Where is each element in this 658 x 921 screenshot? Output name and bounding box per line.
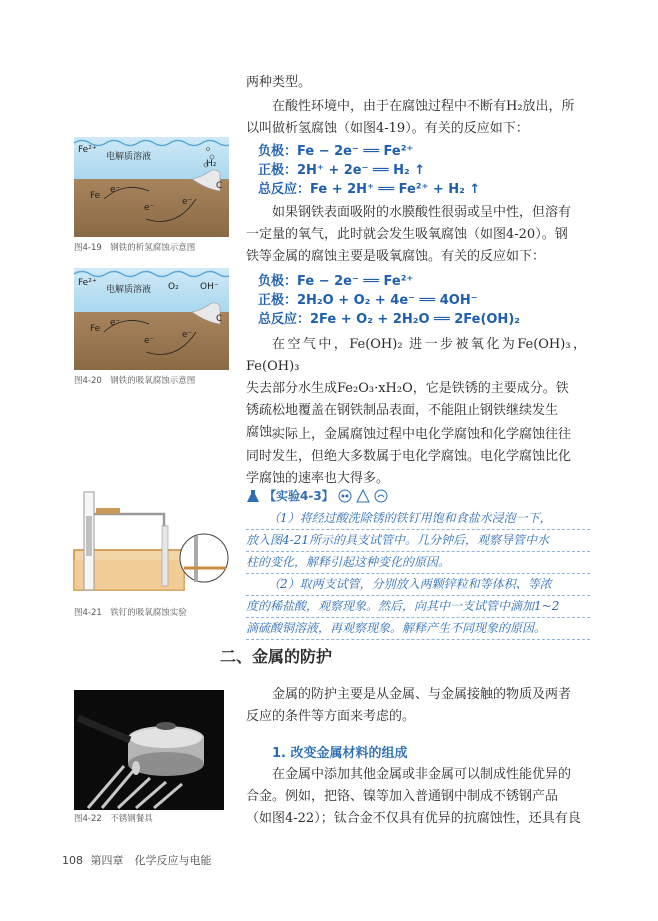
electron-label: e⁻: [182, 197, 193, 207]
text-line: 铁等金属的腐蚀主要是吸氧腐蚀。有关的反应如下：: [246, 249, 546, 264]
text-line: 在酸性环境中，由于在腐蚀过程中不断有H₂放出，所: [272, 99, 575, 114]
electron-label: e⁻: [144, 336, 155, 346]
equation-anode: 负极：Fe − 2e⁻ ══ Fe²⁺: [258, 144, 414, 159]
text-line: 失去部分水生成Fe₂O₃·xH₂O，它是铁锈的主要成分。铁: [246, 381, 569, 396]
text-line: 以叫做析氢腐蚀（如图4-19）。有关的反应如下：: [246, 121, 529, 136]
experiment-apparatus-illustration: [70, 486, 230, 596]
experiment-line: （2）取两支试管，分别放入两颗锌粒和等体积、等浓: [246, 574, 590, 596]
electron-label: e⁻: [110, 318, 121, 328]
water-waves: [74, 137, 229, 237]
figure-4-22: [74, 690, 224, 810]
experiment-line: 柱的变化，解释引起这种变化的原因。: [246, 552, 590, 574]
figure-4-19: [74, 137, 229, 237]
chapter-title: 第四章 化学反应与电能: [90, 854, 212, 867]
carbon-label: C: [216, 314, 223, 324]
equation-cathode: 正极：2H₂O + O₂ + 4e⁻ ══ 4OH⁻: [258, 293, 478, 308]
fe2-ion-label: Fe²⁺: [78, 278, 97, 288]
paragraph-summary: [246, 424, 586, 490]
experiment-line: 放入图4-21所示的具支试管中。几分钟后，观察导管中水: [246, 530, 590, 552]
equations-hydrogen: [258, 142, 480, 199]
paragraph: 两种类型。: [246, 75, 312, 90]
page-number: 108: [62, 854, 83, 867]
text-line: 在空气中，Fe(OH)₂ 进一步被氧化为Fe(OH)₃，Fe(OH)₃: [246, 337, 586, 374]
text-line: 实际上，金属腐蚀过程中电化学腐蚀和化学腐蚀往往: [272, 427, 572, 442]
equation-anode: 负极：Fe − 2e⁻ ══ Fe²⁺: [258, 274, 414, 289]
electron-label: e⁻: [110, 185, 121, 195]
electron-label: e⁻: [144, 203, 155, 213]
figure-caption: 图4-22 不锈钢餐具: [74, 814, 153, 824]
equations-oxygen: [258, 272, 520, 329]
figure-4-20: [74, 268, 229, 370]
carbon-label: C: [216, 181, 223, 191]
figure-caption: 图4-20 钢铁的吸氧腐蚀示意图: [74, 376, 196, 386]
text-line: 如果钢铁表面吸附的水膜酸性很弱或呈中性，但溶有: [272, 205, 572, 220]
h2-label: H₂: [206, 159, 217, 169]
hazard-icon: [356, 488, 370, 502]
text-line: 合金。例如，把铬、镍等加入普通钢中制成不锈钢产品: [246, 789, 559, 804]
oh-label: OH⁻: [200, 282, 219, 292]
paragraph-neutral: [246, 202, 586, 268]
experiment-title: 【实验4-3】: [264, 488, 334, 503]
text-line: 腐蚀。: [246, 425, 286, 440]
text-line: 锈疏松地覆盖在钢铁制品表面，不能阻止钢铁继续发生: [246, 403, 559, 418]
page-footer: [62, 852, 212, 868]
experiment-line: （1）将经过酸洗除锈的铁钉用饱和食盐水浸泡一下，: [246, 508, 590, 530]
solution-label: 电解质溶液: [106, 285, 152, 295]
text-line: 学腐蚀的速率也大得多。: [246, 471, 390, 486]
section-title: 二、金属的防护: [220, 647, 333, 666]
experiment-header: [246, 484, 590, 506]
text-line: 同时发生，但绝大多数属于电化学腐蚀。电化学腐蚀比化: [246, 449, 572, 464]
solution-label: 电解质溶液: [106, 152, 152, 162]
electron-label: e⁻: [182, 330, 193, 340]
experiment-box: [246, 484, 590, 640]
wash-hands-icon: [374, 488, 388, 502]
experiment-line: 度的稀盐酸，观察现象。然后，向其中一支试管中滴加1~2: [246, 596, 590, 618]
fe-label: Fe: [90, 191, 101, 201]
figure-4-21: [70, 486, 230, 596]
equation-cathode: 正极：2H⁺ + 2e⁻ ══ H₂ ↑: [258, 163, 426, 178]
text-line: 金属的防护主要是从金属、与金属接触的物质及两者: [272, 687, 572, 702]
text-line: 一定量的氧气，此时就会发生吸氧腐蚀（如图4-20）。钢: [246, 227, 568, 242]
text-line: （如图4-22）；钛合金不仅具有优异的抗腐蚀性，还具有良: [246, 811, 581, 826]
experiment-line: 滴硫酸铜溶液，再观察现象。解释产生不同现象的原因。: [246, 618, 590, 640]
fe-label: Fe: [90, 324, 101, 334]
equation-overall: 总反应：Fe + 2H⁺ ══ Fe²⁺ + H₂ ↑: [258, 182, 481, 197]
text-line: 在金属中添加其他金属或非金属可以制成性能优异的: [272, 767, 572, 782]
equation-overall: 总反应：2Fe + O₂ + 2H₂O ══ 2Fe(OH)₂: [258, 312, 520, 327]
figure-caption: 图4-21 铁钉的吸氧腐蚀实验: [74, 608, 187, 618]
stainless-tableware-photo: [74, 690, 224, 810]
goggles-icon: [338, 488, 352, 502]
section-intro: [246, 684, 586, 728]
subsection-title: 1. 改变金属材料的组成: [272, 746, 408, 761]
o2-label: O₂: [168, 282, 179, 292]
subsection-text: [246, 764, 586, 830]
experiment-steps: [246, 508, 590, 640]
fe2-ion-label: Fe²⁺: [78, 145, 97, 155]
text-line: 反应的条件等方面来考虑的。: [246, 709, 416, 724]
figure-caption: 图4-19 钢铁的析氢腐蚀示意图: [74, 243, 196, 253]
flask-icon: [246, 488, 260, 502]
paragraph-acidic: [246, 96, 586, 140]
